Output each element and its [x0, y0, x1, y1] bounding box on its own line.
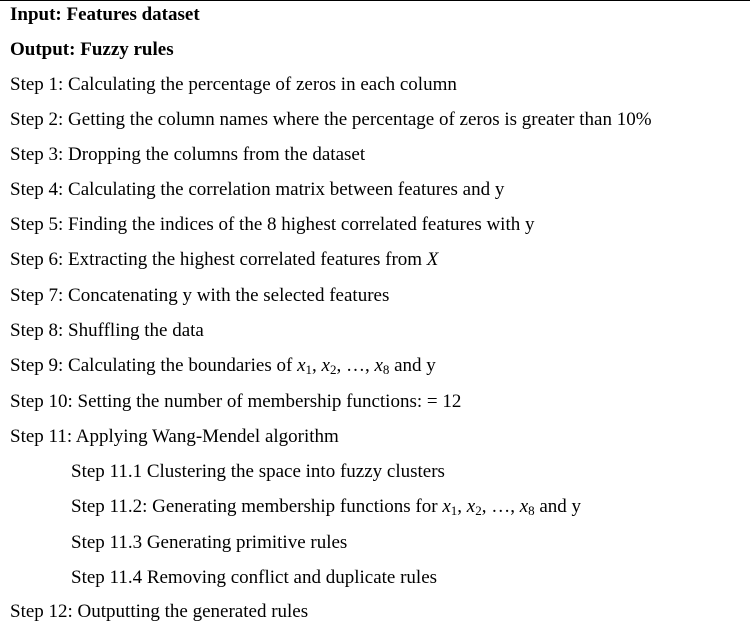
step-6-variable: X: [426, 249, 439, 270]
comma: ,: [457, 496, 467, 517]
comma: ,: [336, 355, 346, 376]
step-6-text: Step 6: Extracting the highest correlated features from: [10, 249, 427, 270]
algorithm-input: Input: Features dataset: [10, 4, 200, 25]
step-2: Step 2: Getting the column names where the percentage of zeros is greater than 10%: [10, 109, 652, 130]
ellipsis: …: [345, 355, 365, 376]
comma: ,: [510, 496, 520, 517]
step-7: Step 7: Concatenating y with the selected features: [10, 285, 390, 306]
var-x1: $x_1$: [442, 496, 458, 518]
comma: ,: [364, 355, 375, 376]
var-x1: $x_1$: [297, 355, 312, 377]
var-x2: $x_2$: [466, 496, 482, 518]
step-1: Step 1: Calculating the percentage of zeros in each column: [10, 74, 457, 95]
step-3: Step 3: Dropping the columns from the dataset: [10, 144, 366, 165]
step-8: Step 8: Shuffling the data: [10, 320, 204, 341]
step-11: Step 11: Applying Wang-Mendel algorithm: [10, 426, 339, 447]
var-x2: $x_2$: [321, 355, 337, 377]
step-9-text: Step 9: Calculating the boundaries of: [10, 355, 298, 376]
ellipsis: …: [491, 496, 511, 517]
and-y: and y: [389, 355, 436, 376]
step-5: Step 5: Finding the indices of the 8 highest correlated features with y: [10, 214, 535, 235]
comma: ,: [312, 355, 322, 376]
step-6: [10, 248, 438, 272]
var-x8: $x_8$: [374, 355, 390, 377]
and-y: and y: [534, 496, 582, 517]
comma: ,: [481, 496, 492, 517]
step-11-2-text: Step 11.2: Generating membership functions for: [71, 496, 443, 517]
algorithm-output: Output: Fuzzy rules: [10, 39, 174, 60]
step-11-1: Step 11.1 Clustering the space into fuzzy clusters: [71, 461, 445, 482]
step-11-3: Step 11.3 Generating primitive rules: [71, 532, 348, 553]
var-x8: $x_8$: [519, 496, 535, 518]
step-4: Step 4: Calculating the correlation matrix between features and y: [10, 179, 505, 200]
step-12: Step 12: Outputting the generated rules: [10, 601, 309, 622]
step-11-2: [71, 495, 581, 519]
step-9: [10, 354, 436, 378]
step-10: Step 10: Setting the number of membership functions: = 12: [10, 391, 462, 412]
step-11-4: Step 11.4 Removing conflict and duplicate rules: [71, 567, 438, 588]
